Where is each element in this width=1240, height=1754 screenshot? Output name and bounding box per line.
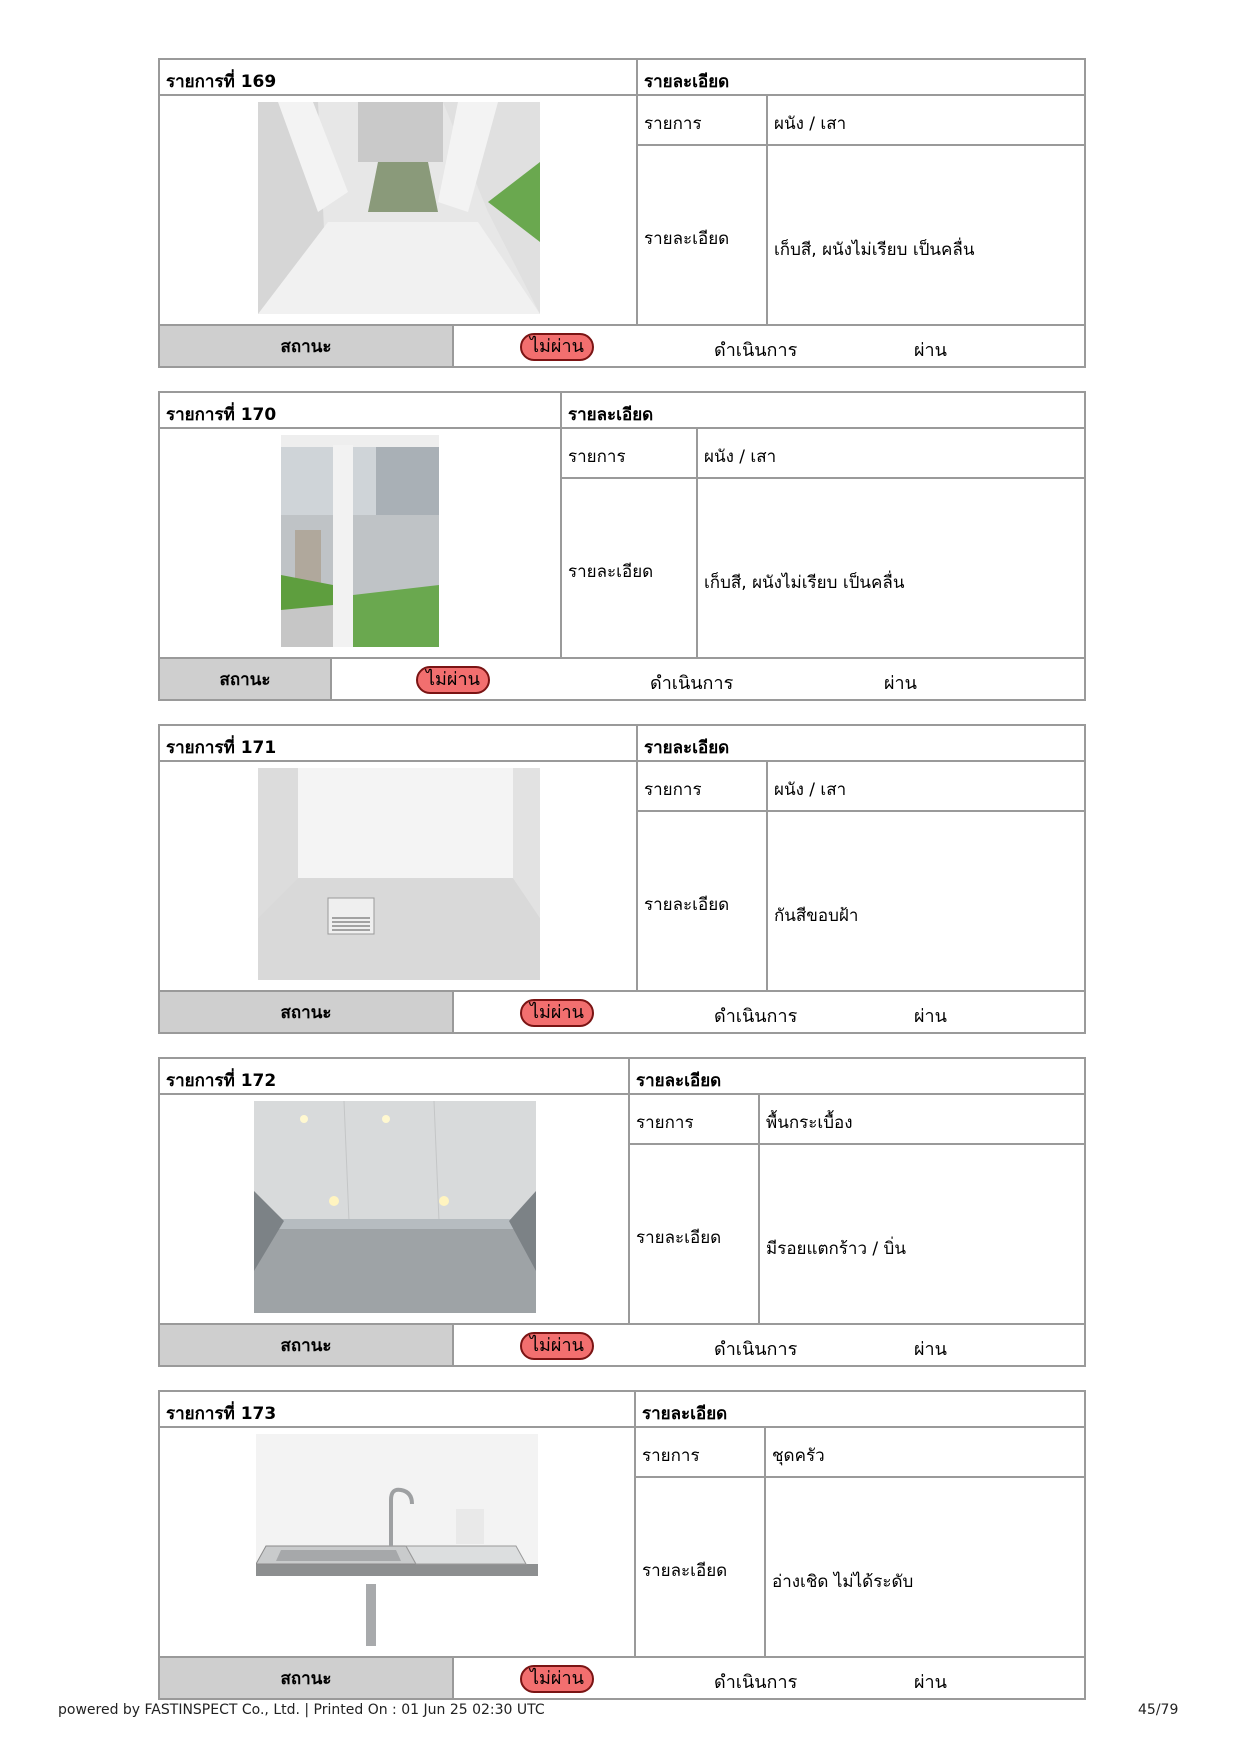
- status-label: สถานะ: [160, 1325, 454, 1365]
- status-pass-option[interactable]: ผ่าน: [914, 340, 947, 361]
- status-pass-option[interactable]: ผ่าน: [914, 1006, 947, 1027]
- status-label: สถานะ: [160, 1658, 454, 1698]
- status-in-progress-option[interactable]: ดำเนินการ: [650, 673, 734, 694]
- status-in-progress-option[interactable]: ดำเนินการ: [714, 1672, 798, 1693]
- item-detail-value: เก็บสี, ผนังไม่เรียบ เป็นคลื่น: [774, 240, 975, 260]
- item-title: รายการที่ 170: [160, 393, 562, 429]
- status-in-progress-option[interactable]: ดำเนินการ: [714, 1006, 798, 1027]
- item-category-label: รายการ: [636, 1113, 694, 1133]
- item-detail-value: มีรอยแตกร้าว / บิ่น: [766, 1239, 906, 1259]
- status-in-progress-option[interactable]: ดำเนินการ: [714, 340, 798, 361]
- status-pass-option[interactable]: ผ่าน: [884, 673, 917, 694]
- item-detail-value: อ่างเชิด ไม่ได้ระดับ: [772, 1572, 914, 1592]
- status-fail-option[interactable]: ไม่ผ่าน: [416, 666, 490, 694]
- item-title: รายการที่ 172: [160, 1059, 630, 1095]
- item-detail-label: รายละเอียด: [642, 1561, 728, 1581]
- page-number: 45/79: [1138, 1702, 1179, 1718]
- status-in-progress-option[interactable]: ดำเนินการ: [714, 1339, 798, 1360]
- item-detail-value: กันสีขอบฝ้า: [774, 906, 859, 926]
- status-row: [160, 1656, 1084, 1698]
- item-detail-label: รายละเอียด: [568, 562, 654, 582]
- item-photo[interactable]: [254, 1101, 536, 1313]
- item-detail-label: รายละเอียด: [644, 229, 730, 249]
- inspection-item-card: [158, 1390, 1086, 1700]
- status-row: [160, 324, 1084, 366]
- status-fail-option[interactable]: ไม่ผ่าน: [520, 1665, 594, 1693]
- status-row: [160, 990, 1084, 1032]
- item-category-value: ผนัง / เสา: [774, 780, 847, 800]
- item-title: รายการที่ 173: [160, 1392, 636, 1428]
- item-category-label: รายการ: [642, 1446, 700, 1466]
- detail-header: รายละเอียด: [636, 1392, 1084, 1428]
- status-label: สถานะ: [160, 992, 454, 1032]
- inspection-item-card: [158, 724, 1086, 1034]
- item-title: รายการที่ 171: [160, 726, 638, 762]
- status-pass-option[interactable]: ผ่าน: [914, 1672, 947, 1693]
- item-photo[interactable]: [258, 768, 540, 980]
- item-category-value: ผนัง / เสา: [774, 114, 847, 134]
- status-pass-option[interactable]: ผ่าน: [914, 1339, 947, 1360]
- status-fail-option[interactable]: ไม่ผ่าน: [520, 333, 594, 361]
- inspection-item-card: [158, 391, 1086, 701]
- status-label: สถานะ: [160, 659, 332, 699]
- item-category-value: ชุดครัว: [772, 1446, 825, 1466]
- item-detail-label: รายละเอียด: [636, 1228, 722, 1248]
- inspection-item-card: [158, 1057, 1086, 1367]
- item-detail-value: เก็บสี, ผนังไม่เรียบ เป็นคลื่น: [704, 573, 905, 593]
- status-row: [160, 657, 1084, 699]
- status-fail-option[interactable]: ไม่ผ่าน: [520, 999, 594, 1027]
- detail-header: รายละเอียด: [638, 726, 1084, 762]
- status-row: [160, 1323, 1084, 1365]
- status-fail-option[interactable]: ไม่ผ่าน: [520, 1332, 594, 1360]
- footer-credit: powered by FASTINSPECT Co., Ltd. | Printed On : 01 Jun 25 02:30 UTC: [58, 1702, 545, 1718]
- detail-header: รายละเอียด: [630, 1059, 1084, 1095]
- detail-header: รายละเอียด: [638, 60, 1084, 96]
- item-category-label: รายการ: [644, 780, 702, 800]
- item-category-label: รายการ: [568, 447, 626, 467]
- item-detail-label: รายละเอียด: [644, 895, 730, 915]
- item-category-label: รายการ: [644, 114, 702, 134]
- status-label: สถานะ: [160, 326, 454, 366]
- item-photo[interactable]: [258, 102, 540, 314]
- detail-header: รายละเอียด: [562, 393, 1084, 429]
- item-title: รายการที่ 169: [160, 60, 638, 96]
- item-photo[interactable]: [281, 435, 439, 647]
- item-category-value: พื้นกระเบื้อง: [766, 1113, 853, 1133]
- inspection-item-card: [158, 58, 1086, 368]
- item-category-value: ผนัง / เสา: [704, 447, 777, 467]
- item-photo[interactable]: [256, 1434, 538, 1646]
